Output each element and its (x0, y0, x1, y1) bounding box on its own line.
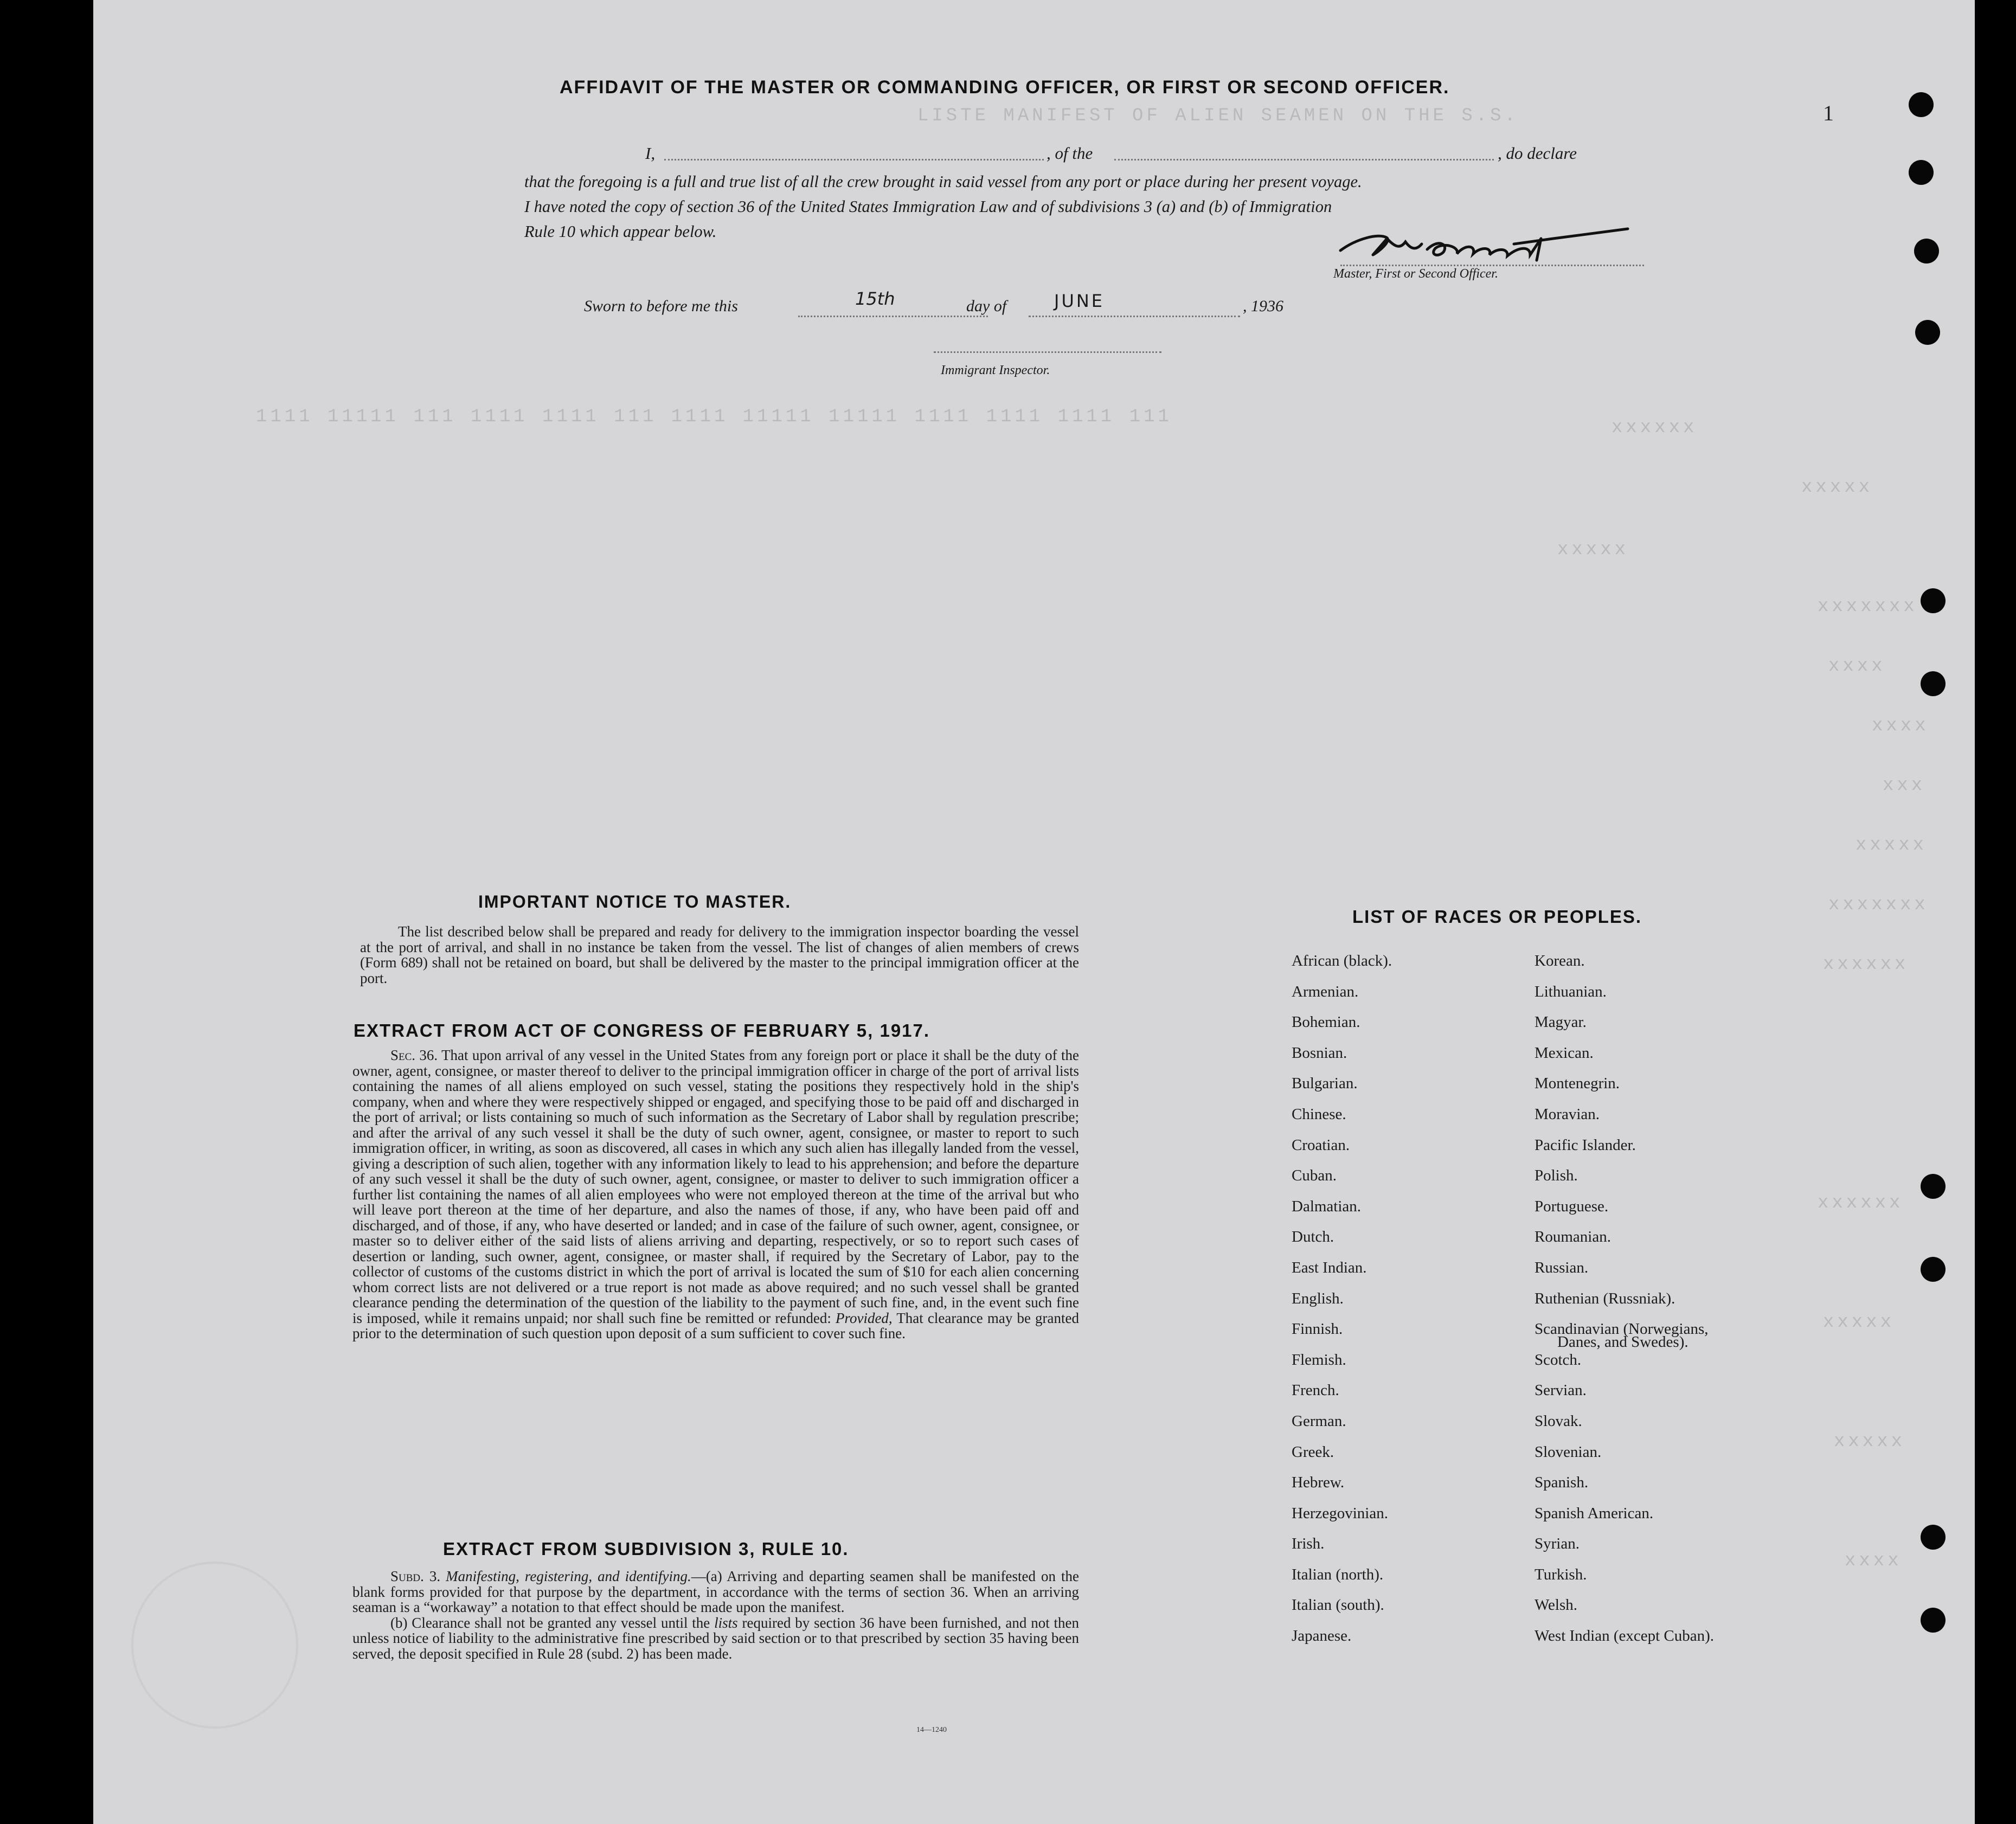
race-item: Dutch. (1292, 1228, 1334, 1246)
race-item: Cuban. (1292, 1167, 1337, 1185)
punch-hole (1921, 671, 1946, 696)
race-item: Dalmatian. (1292, 1197, 1362, 1215)
section-36-text-end: That clearance may be granted prior to the determination of such question upon deposit of a sum sufficient to cover such fine. (352, 1309, 1080, 1341)
race-item: Ruthenian (Russniak). (1535, 1289, 1675, 1307)
race-item: Bosnian. (1292, 1044, 1347, 1062)
race-item: Hebrew. (1292, 1474, 1345, 1492)
subd-para-a: —(a) Arriving and departing seamen shall be manifested on the blank forms provided for that purpose by the department, in accordance with the terms of section 36. When an arriving seaman is a “workaway” a notation to that effect should be made upon the manifest. (352, 1568, 1079, 1615)
affidavit-line-1 (542, 144, 1708, 165)
race-item: Chinese. (1292, 1105, 1346, 1123)
embossed-seal (131, 1562, 298, 1729)
notice-paragraph: The list described below shall be prepared and ready for delivery to the immigration inspector boarding the vessel at the port of arrival, and shall in no instance be taken from the vessel. The list of changes of alien members of crews (Form 689) shall not be retained on board, but shall be delivered by the master to the principal immigration officer at the port. (360, 923, 1079, 986)
day-blank (798, 316, 988, 317)
affidavit-body-line: I have noted the copy of section 36 of the United States Immigration Law and of subdivisions 3 (a) and (b) of Immigration (524, 197, 1332, 216)
race-item: French. (1292, 1382, 1339, 1399)
race-item: Roumanian. (1535, 1228, 1611, 1246)
race-item: Polish. (1535, 1167, 1578, 1185)
subd-label: Subd. 3. (390, 1568, 441, 1584)
race-item: Welsh. (1535, 1596, 1578, 1614)
race-item: Herzegovinian. (1292, 1504, 1388, 1522)
race-item: Slovak. (1535, 1412, 1582, 1430)
race-item: Scotch. (1535, 1351, 1582, 1369)
race-item: Mexican. (1535, 1044, 1594, 1062)
provided-label: Provided, (835, 1309, 893, 1326)
race-item: Irish. (1292, 1535, 1325, 1553)
subd-para-b-lists: lists (714, 1614, 738, 1631)
section-label: Sec. 36. (390, 1047, 438, 1063)
day-of-label: day of (966, 297, 1007, 315)
inspector-caption: Immigrant Inspector. (941, 363, 1050, 377)
page-mark: 1 (1823, 101, 1834, 125)
race-item: English. (1292, 1289, 1344, 1307)
notice-title: IMPORTANT NOTICE TO MASTER. (478, 892, 792, 911)
race-item-scandinavian: Scandinavian (Norwegians, (1535, 1320, 1709, 1338)
race-item: Greek. (1292, 1443, 1334, 1461)
notice-text (360, 924, 1079, 986)
sworn-day: 15th (855, 288, 895, 309)
race-item: Armenian. (1292, 982, 1359, 1000)
punch-hole (1915, 320, 1940, 345)
form-number: 14—1240 (916, 1726, 947, 1734)
race-item: Japanese. (1292, 1627, 1352, 1645)
inspector-blank (934, 351, 1161, 353)
race-item: Italian (south). (1292, 1596, 1384, 1614)
race-item: Bulgarian. (1292, 1075, 1358, 1093)
punch-hole (1921, 1257, 1946, 1282)
subd-heading: Manifesting, registering, and identifying. (446, 1568, 691, 1584)
label-declare: , do declare (1498, 144, 1577, 163)
punch-hole (1921, 588, 1946, 613)
punch-hole (1909, 160, 1934, 185)
punch-hole (1921, 1525, 1946, 1550)
punch-hole (1921, 1608, 1946, 1633)
race-item: Lithuanian. (1535, 982, 1607, 1000)
race-item: African (black). (1292, 952, 1392, 969)
month-blank (1029, 316, 1240, 317)
race-item: Flemish. (1292, 1351, 1346, 1369)
extract-act-text (352, 1048, 1079, 1341)
races-right-column (1535, 946, 1714, 1652)
extract-rule-title: EXTRACT FROM SUBDIVISION 3, RULE 10. (443, 1539, 849, 1559)
subd-para-b-start: (b) Clearance shall not be granted any vessel until the (390, 1614, 710, 1631)
race-item: Italian (north). (1292, 1565, 1384, 1583)
race-item: Bohemian. (1292, 1013, 1360, 1031)
race-item: Russian. (1535, 1258, 1589, 1276)
subd-para-b-end: required by section 36 have been furnished, and not then unless notice of liability to the administrative fine prescribed by said section or to that prescribed by section 35 having been served, the deposit specified in Rule 28 (subd. 2) has been made. (352, 1614, 1080, 1662)
race-item: Korean. (1535, 952, 1585, 969)
punch-hole (1914, 239, 1939, 264)
vessel-blank (1114, 159, 1494, 160)
affidavit-body-line: that the foregoing is a full and true list of all the crew brought in said vessel from any port or place during her present voyage. (524, 172, 1362, 191)
race-item: Spanish American. (1535, 1504, 1654, 1522)
race-item-scandinavian-cont: Danes, and Swedes). (1557, 1333, 1688, 1351)
affidavit-title: AFFIDAVIT OF THE MASTER OR COMMANDING OFFICER, OR FIRST OR SECOND OFFICER. (560, 77, 1450, 98)
document-page: LISTE MANIFEST OF ALIEN SEAMEN ON THE S.S. 1111 11111 111 1111 1111 111 1111 11111 11111 1111 1111 1111 111 xxxxxx xxxxx xxxxx xxxxxxx xxxx xxxx xxx xxxxx xxxxxxx xxxxxx xxxxxx xxxxx xxxxx xxxx 1 AFFIDAVIT OF THE MASTER OR COMMANDING OFFICER, OR FIRST OR SECOND OFFICER. I, , of the , do declare that the foregoing is a full and true list of all the crew brought in said vessel from any port or place during her present voyage. I have noted the copy of section 36 of the United States Immigration Law and of subdivisions 3 (a) and (b) of Immigration Rule 10 which appear below. Master, First or Second Officer. Sworn to before me this 15th day of JUNE , 1936 Immigrant Inspector. IMPORTANT NOTICE TO MASTER. The list described below shall be prepared and ready for delivery to the immigration inspector boarding the vessel at the port of arrival, and shall in no instance be taken from the vessel. The list of changes of alien members of crews (Form 689) shall not be retained on board, but shall be delivered by the master to the principal immigration officer at the port. EXTRACT FROM ACT OF CONGRESS OF FEBRUARY 5, 1917. Sec. 36. That upon arrival of any vessel in the United States from any foreign port or place it shall be the duty of the owner, agent, consignee, or master thereof to deliver to the principal immigration officer in charge of the port of arrival lists containing the names of all aliens employed on such vessel, stating the positions they respectively hold in the ship's company, when and where they were respectively shipped or engaged, and specifying those to be paid off and discharged in the port of arrival; or lists containing so much of such information as the Secretary of Labor shall by regulation prescribe; and after the arrival of any such vessel it shall be the duty of such owner, agent, consignee, or master to report to such immigration officer, in writing, as soon as discovered, all cases in which any such alien has illegally landed from the vessel, giving a description of such alien, together with any information likely to lead to his apprehension; and before the departure of any such vessel it shall be the duty of such owner, agent, consignee, or master to deliver to such immigration officer a further list containing the names of all alien employees who were not employed thereon at the time of the arrival but who will leave port thereon at the time of her departure, and also the names of those, if any, who have been paid off and discharged, and of those, if any, who have deserted or landed; and in case of the failure of such owner, agent, consignee, or master so to deliver either of the said lists of aliens arriving and departing, respectively, or so to report such cases of desertion or landing, such owner, agent, consignee, or master shall, if required by the Secretary of Labor, pay to the collector of customs of the customs district in which the port of arrival is located the sum of $10 for each alien concerning whom correct lists are not delivered or a true report is not made as above required; and no such vessel shall be granted clearance pending the determination of the question of the liability to the payment of such fine, and, in the event such fine is imposed, while it remains unpaid; nor shall such fine be remitted or refunded: Provided, That clearance may be granted prior to the determination of such question upon deposit of a sum sufficient to cover such fine. EXTRACT FROM SUBDIVISION 3, RULE 10. Subd. 3. Manifesting, registering, and identifying.—(a) Arriving and departing seamen shall be manifested on the blank forms provided for that purpose by the department, in accordance with the terms of section 36. When an arriving seaman is a “workaway” a notation to that effect should be made upon the manifest. (b) Clearance shall not be granted any vessel until the lists required by section 36 have been furnished, and not then unless notice of liability to the administrative fine prescribed by said section or to that prescribed by section 35 having been served, the deposit specified in Rule 28 (subd. 2) has been made. 14—1240 LIST OF RACES OR PEOPLES. African (black). Armenian. Bohemian. Bosnian. Bulgarian. Chinese. Croatian. Cuban. Dalmatian. Dutch. East Indian. English. Finnish. Flemish. French. German. Greek. Hebrew. Herzegovinian. Irish. Italian (north). Italian (south). Japanese. Korean. Lithuanian. Magyar. Mexican. Montenegrin. Moravian. Pacific Islander. Polish. Portuguese. Roumanian. Russian. Ruthenian (Russniak). Scandinavian (Norwegians, Danes, and Swedes). Scotch. Servian. Slovak. Slovenian. Spanish. Spanish American. Syrian. Turkish. Welsh. West Indian (except Cuban). (93, 0, 1975, 1824)
race-item: East Indian. (1292, 1258, 1367, 1276)
punch-hole (1921, 1174, 1946, 1199)
race-item: Servian. (1535, 1382, 1587, 1399)
race-item: Turkish. (1535, 1565, 1587, 1583)
race-item: Syrian. (1535, 1535, 1580, 1553)
race-item: Magyar. (1535, 1013, 1587, 1031)
race-item: German. (1292, 1412, 1346, 1430)
race-item: Slovenian. (1535, 1443, 1602, 1461)
race-item: Montenegrin. (1535, 1075, 1620, 1093)
sworn-year: , 1936 (1243, 297, 1283, 315)
races-title: LIST OF RACES OR PEOPLES. (1352, 907, 1642, 927)
affidavit-body-line: Rule 10 which appear below. (524, 222, 717, 241)
label-i: I, (645, 144, 656, 163)
punch-hole (1909, 92, 1934, 117)
race-item: Spanish. (1535, 1474, 1589, 1492)
name-blank (664, 159, 1044, 160)
extract-rule-text (352, 1569, 1079, 1661)
master-signature (1335, 222, 1639, 271)
races-left-column (1292, 946, 1392, 1652)
race-item: Finnish. (1292, 1320, 1343, 1338)
extract-act-title: EXTRACT FROM ACT OF CONGRESS OF FEBRUARY 5, 1917. (354, 1020, 930, 1041)
sworn-month: JUNE (1054, 291, 1105, 311)
signature-line (1340, 265, 1644, 266)
race-item: Croatian. (1292, 1136, 1350, 1154)
signature-caption: Master, First or Second Officer. (1333, 267, 1498, 281)
section-36-text: That upon arrival of any vessel in the United States from any foreign port or place it shall be the duty of the owner, agent, consignee, or master thereof to deliver to the principal immigration officer in charge of the port of arrival lists containing the names of all aliens employed on such vessel, stating the positions they respectively hold in the ship's company, when and where they were respectively shipped or engaged, and specifying those to be paid off and discharged in the port of arrival; or lists containing so much of such information as the Secretary of Labor shall by regulation prescribe; and after the arrival of any such vessel it shall be the duty of such owner, agent, consignee, or master to report to such immigration officer, in writing, as soon as discovered, all cases in which any such alien has illegally landed from the vessel, giving a description of such alien, together with any information likely to lead to his apprehension; and before the departure of any such vessel it shall be the duty of such owner, agent, consignee, or master to deliver to such immigration officer a further list containing the names of all alien employees who were not employed thereon at the time of the arrival but who will leave port thereon at the time of her departure, and also the names of those, if any, who have been paid off and discharged, and of those, if any, who have deserted or landed; and in case of the failure of such owner, agent, consignee, or master so to deliver either of the said lists of aliens arriving and departing, respectively, or so to report such cases of desertion or landing, such owner, agent, consignee, or master shall, if required by the Secretary of Labor, pay to the collector of customs of the customs district in which the port of arrival is located the sum of $10 for each alien concerning whom correct lists are not delivered or a true report is not made as above required; and no such vessel shall be granted clearance pending the determination of the question of the liability to the payment of such fine, and, in the event such fine is imposed, while it remains unpaid; nor shall such fine be remitted or refunded: (352, 1047, 1079, 1326)
race-item: Moravian. (1535, 1105, 1600, 1123)
race-item: West Indian (except Cuban). (1535, 1627, 1715, 1645)
label-of-the: , of the (1046, 144, 1093, 163)
race-item: Pacific Islander. (1535, 1136, 1636, 1154)
race-item: Portuguese. (1535, 1197, 1609, 1215)
race-item (1535, 1314, 1714, 1351)
sworn-label: Sworn to before me this (584, 297, 738, 315)
